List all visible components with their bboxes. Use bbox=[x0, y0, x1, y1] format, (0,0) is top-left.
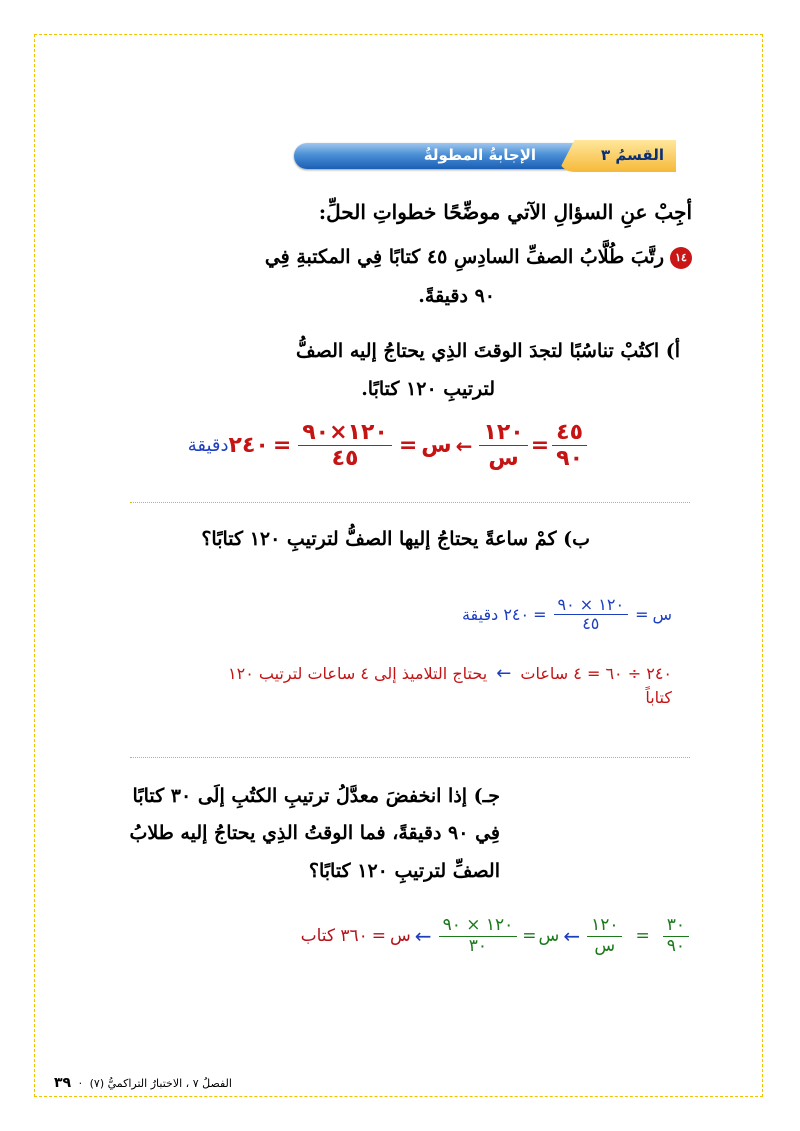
separator bbox=[130, 502, 690, 503]
question-number: ١٤ bbox=[670, 247, 692, 269]
part-a-answer bbox=[188, 420, 590, 472]
part-c-line-1: جـ) إذا انخفضَ معدَّلُ ترتيبِ الكتُبِ إلَى ٣٠ كتابًا bbox=[132, 785, 500, 807]
answer-c-result: ٣٦٠ كتاب bbox=[300, 926, 368, 947]
fraction-numerator: ١٢٠×٩٠ bbox=[298, 420, 392, 446]
answer-b-conclusion-end: كتاباً bbox=[645, 688, 672, 707]
arrow-left-icon: ← bbox=[563, 924, 581, 949]
variable: س bbox=[538, 926, 560, 947]
fraction-numerator: ١٢٠ × ٩٠ bbox=[439, 916, 518, 937]
answer-a-result: ٢٤٠ bbox=[228, 433, 269, 459]
part-b-answer-1 bbox=[462, 596, 672, 634]
variable: س bbox=[421, 433, 452, 459]
page-footer: الفصلُ ٧ ، الاختبارُ التراكميُّ (٧) · ٣٩ bbox=[54, 1075, 232, 1091]
fraction-numerator: ١٢٠ bbox=[479, 420, 527, 446]
answer-c-fraction-1 bbox=[663, 916, 689, 956]
equals-sign: = bbox=[522, 926, 537, 947]
arrow-left-icon: ← bbox=[455, 433, 473, 458]
footer-chapter: الفصلُ ٧ ، الاختبارُ التراكميُّ (٧) bbox=[89, 1077, 232, 1090]
fraction-numerator: ٣٠ bbox=[663, 916, 689, 937]
page-number: ٣٩ bbox=[54, 1075, 72, 1091]
equals-sign: = bbox=[635, 605, 649, 625]
variable: س bbox=[390, 926, 411, 947]
fraction-numerator: ١٢٠ × ٩٠ bbox=[554, 596, 629, 615]
separator bbox=[130, 757, 690, 758]
answer-b-result: ٢٤٠ دقيقة bbox=[461, 605, 530, 625]
arrow-left-icon: ← bbox=[496, 663, 512, 684]
part-c-line-2: فِي ٩٠ دقيقةً، فما الوقتُ الذِي يحتاجُ إليه طلابُ bbox=[129, 822, 500, 844]
variable: س bbox=[652, 605, 672, 625]
answer-a-unit: دقيقة bbox=[187, 435, 229, 457]
part-c-answer bbox=[301, 916, 692, 956]
answer-a-fraction-2 bbox=[479, 420, 527, 472]
section-banner bbox=[294, 140, 676, 172]
answer-c-fraction-2 bbox=[587, 916, 622, 956]
fraction-denominator: ٩٠ bbox=[556, 446, 583, 472]
answer-a-fraction-3 bbox=[298, 420, 392, 472]
equals-sign: = bbox=[398, 433, 418, 459]
equals-sign: = bbox=[272, 433, 292, 459]
part-a-line-1: أ) اكتُبْ تناسُبًا لتجدَ الوقتَ الذِي يحتاجُ إليه الصفُّ bbox=[296, 340, 680, 362]
fraction-denominator: ٤٥ bbox=[331, 446, 359, 472]
fraction-denominator: س bbox=[594, 935, 616, 956]
fraction-denominator: ٤٥ bbox=[582, 614, 600, 634]
answer-a-fraction-1 bbox=[552, 420, 587, 472]
answer-b-calculation: ٢٤٠ ÷ ٦٠ = ٤ ساعات bbox=[520, 664, 672, 683]
fraction-numerator: ٤٥ bbox=[552, 420, 587, 446]
answer-c-fraction-3 bbox=[439, 916, 518, 956]
fraction-denominator: ٩٠ bbox=[666, 935, 685, 956]
part-b-question: ب) كمْ ساعةً يحتاجُ إليها الصفُّ لترتيبِ ١٢٠ كتابًا؟ bbox=[201, 528, 590, 550]
part-c-line-3: الصفِّ لترتيبِ ١٢٠ كتابًا؟ bbox=[308, 860, 500, 882]
question-line-2: ٩٠ دقيقةً. bbox=[418, 285, 495, 307]
fraction-denominator: ٣٠ bbox=[468, 935, 488, 956]
part-b-answer-2 bbox=[124, 662, 672, 710]
section-title: الإجابةُ المطولةُ bbox=[423, 146, 536, 164]
instruction: أجِبْ عنِ السؤالِ الآتي موضِّحًا خطواتِ الحلِّ: bbox=[318, 200, 692, 224]
question-text-1: رتَّبَ طُلَّابُ الصفِّ السادِسِ ٤٥ كتابًا فِي المكتبةِ فِي bbox=[264, 246, 664, 268]
question-line-1 bbox=[265, 246, 692, 269]
answer-b-conclusion: يحتاج التلاميذ إلى ٤ ساعات لترتيب ١٢٠ bbox=[228, 664, 488, 683]
equals-sign: = bbox=[635, 926, 650, 947]
equals-sign: = bbox=[533, 605, 547, 625]
fraction-numerator: ١٢٠ bbox=[587, 916, 622, 937]
part-a-line-2: لترتيبِ ١٢٠ كتابًا. bbox=[361, 378, 495, 400]
answer-b-fraction bbox=[554, 596, 629, 634]
fraction-denominator: س bbox=[488, 446, 519, 472]
equals-sign: = bbox=[530, 433, 550, 459]
section-number: القسمُ ٣ bbox=[601, 146, 664, 164]
arrow-left-icon: ← bbox=[414, 924, 432, 949]
equals-sign: = bbox=[371, 926, 387, 947]
